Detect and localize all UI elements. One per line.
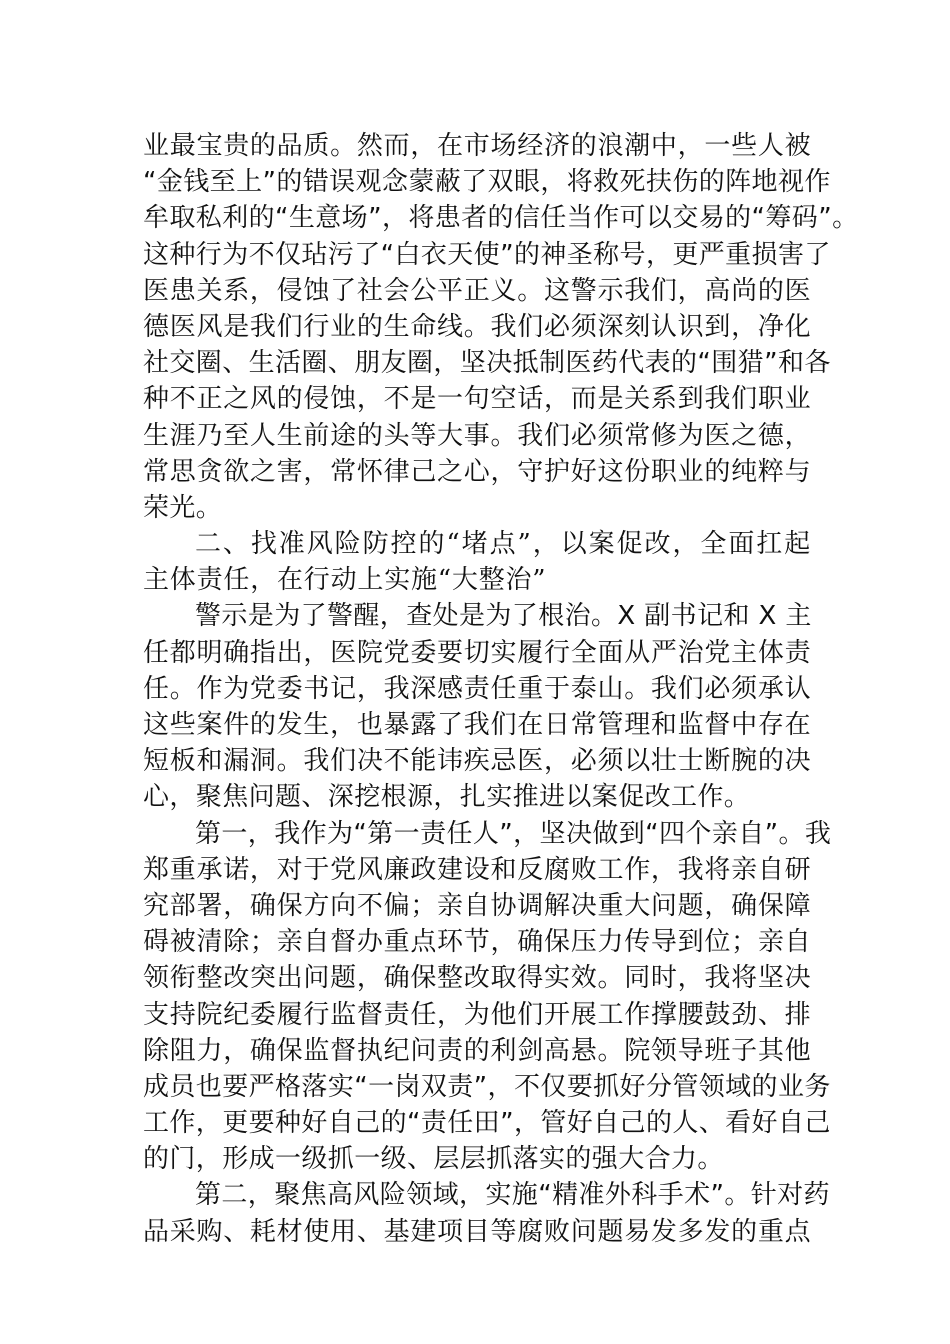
paragraph-line: 德医风是我们行业的生命线。我们必须深刻认识到，净化 xyxy=(143,311,811,342)
paragraph-line: 这种行为不仅玷污了“白衣天使”的神圣称号，更严重损害了 xyxy=(143,239,831,270)
paragraph-line: 郑重承诺，对于党风廉政建设和反腐败工作，我将亲自研 xyxy=(143,854,811,885)
paragraph-line: 第二，聚焦高风险领域，实施“精准外科手术”。针对药 xyxy=(195,1180,830,1211)
paragraph-line: 碍被清除；亲自督办重点环节，确保压力传导到位；亲自 xyxy=(143,927,811,958)
paragraph-line: 领衔整改突出问题，确保整改取得实效。同时，我将坚决 xyxy=(143,963,811,994)
paragraph-line: 社交圈、生活圈、朋友圈，坚决抵制医药代表的“围猎”和各 xyxy=(143,348,831,379)
paragraph-line: 除阻力，确保监督执纪问责的利剑高悬。院领导班子其他 xyxy=(143,1035,811,1066)
paragraph-line: 的门，形成一级抓一级、层层抓落实的强大合力。 xyxy=(143,1144,724,1175)
section-heading-line: 二、找准风险防控的“堵点”，以案促改，全面扛起 xyxy=(195,529,811,560)
paragraph-line: 任都明确指出，医院党委要切实履行全面从严治党主体责 xyxy=(143,637,811,668)
paragraph-line: 究部署，确保方向不偏；亲自协调解决重大问题，确保障 xyxy=(143,890,811,921)
paragraph-line: 任。作为党委书记，我深感责任重于泰山。我们必须承认 xyxy=(143,673,811,704)
paragraph-line: 常思贪欲之害，常怀律己之心，守护好这份职业的纯粹与 xyxy=(143,456,811,487)
paragraph-line: 成员也要严格落实“一岗双责”，不仅要抓好分管领域的业务 xyxy=(143,1071,831,1102)
paragraph-line: 心，聚焦问题、深挖根源，扎实推进以案促改工作。 xyxy=(143,782,751,813)
section-heading-line: 主体责任，在行动上实施“大整治” xyxy=(143,565,547,596)
paragraph-line: “金钱至上”的错误观念蒙蔽了双眼，将救死扶伤的阵地视作 xyxy=(143,167,831,198)
paragraph-line: 荣光。 xyxy=(143,492,223,523)
paragraph-line: 警示是为了警醒，查处是为了根治。X 副书记和 X 主 xyxy=(195,601,812,632)
paragraph-line: 种不正之风的侵蚀，不是一句空话，而是关系到我们职业 xyxy=(143,384,811,415)
paragraph-line: 牟取私利的“生意场”，将患者的信任当作可以交易的“筹码”。 xyxy=(143,203,859,234)
paragraph-line: 支持院纪委履行监督责任，为他们开展工作撑腰鼓劲、排 xyxy=(143,999,811,1030)
paragraph-line: 第一，我作为“第一责任人”，坚决做到“四个亲自”。我 xyxy=(195,818,832,849)
paragraph-line: 业最宝贵的品质。然而，在市场经济的浪潮中，一些人被 xyxy=(143,131,811,161)
paragraph-line: 生涯乃至人生前途的头等大事。我们必须常修为医之德， xyxy=(143,420,811,451)
paragraph-line: 医患关系，侵蚀了社会公平正义。这警示我们，高尚的医 xyxy=(143,275,811,306)
paragraph-line: 短板和漏洞。我们决不能讳疾忌医，必须以壮士断腕的决 xyxy=(143,746,811,777)
paragraph-line: 这些案件的发生，也暴露了我们在日常管理和监督中存在 xyxy=(143,710,811,740)
paragraph-line: 品采购、耗材使用、基建项目等腐败问题易发多发的重点 xyxy=(143,1216,811,1247)
document-page xyxy=(143,128,859,1250)
paragraph-line: 工作，更要种好自己的“责任田”，管好自己的人、看好自己 xyxy=(143,1108,831,1139)
